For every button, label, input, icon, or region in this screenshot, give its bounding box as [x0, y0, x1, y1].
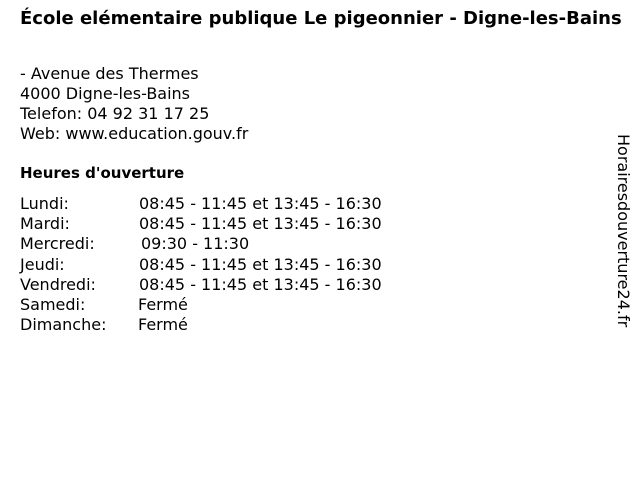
page-title: École elémentaire publique Le pigeonnier - Digne-les-Bains	[20, 8, 622, 29]
day-label: Lundi:	[20, 194, 69, 213]
address-block	[20, 64, 248, 144]
day-label: Mardi:	[20, 214, 70, 234]
street-address: - Avenue des Thermes	[20, 64, 199, 83]
site-brand-vertical: Horairesdouverture24.fr	[614, 134, 633, 328]
opening-hours-heading: Heures d'ouverture	[20, 164, 185, 182]
day-label: Dimanche:	[20, 315, 107, 335]
day-label: Samedi:	[20, 294, 86, 314]
hours-value: 09:30 - 11:30	[141, 234, 250, 254]
hours-value: Fermé	[138, 315, 188, 335]
hours-value: 08:45 - 11:45 et 13:45 - 16:30	[139, 254, 382, 274]
city-address: 4000 Digne-les-Bains	[20, 84, 191, 103]
phone-number: Telefon: 04 92 31 17 25	[20, 104, 210, 123]
website: Web: www.education.gouv.fr	[20, 124, 249, 143]
hours-value: 08:45 - 11:45 et 13:45 - 16:30	[139, 194, 382, 213]
hours-value: Fermé	[138, 294, 188, 314]
hours-value: 08:45 - 11:45 et 13:45 - 16:30	[139, 214, 382, 234]
day-label: Jeudi:	[20, 254, 65, 274]
day-label: Mercredi:	[20, 234, 95, 254]
day-label: Vendredi:	[20, 274, 96, 294]
hours-value: 08:45 - 11:45 et 13:45 - 16:30	[139, 274, 382, 294]
